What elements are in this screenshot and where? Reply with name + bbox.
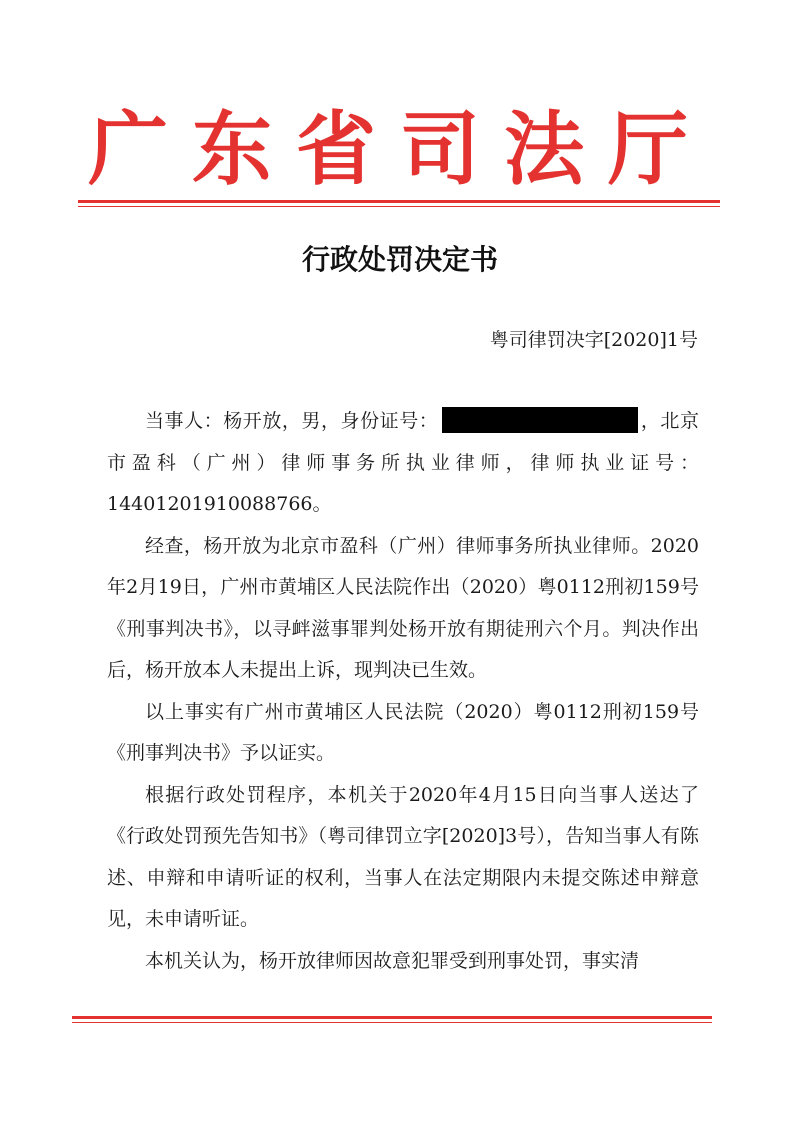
- document-body: [107, 401, 699, 982]
- paragraph-findings: 经查，杨开放为北京市盈科（广州）律师事务所执业律师。2020年2月19日，广州市黄埔区人民法院作出（2020）粤0112刑初159号《刑事判决书》，以寻衅滋事罪判处杨开放有期徒刑六个月。判决作出后，杨开放本人未提出上诉，现判决已生效。: [107, 534, 699, 681]
- letterhead-rule-thin: [78, 206, 720, 207]
- paragraph-procedure: 根据行政处罚程序，本机关于2020年4月15日向当事人送达了《行政处罚预先告知书》（粤司律罚立字[2020]3号），告知当事人有陈述、申辩和申请听证的权利，当事人在法定期限内未提交陈述申辩意见，未申请听证。: [107, 783, 699, 930]
- party-info-rest: ，北京市盈科（广州）律师事务所执业律师，律师执业证号：14401201910088766。: [107, 410, 699, 515]
- letterhead-org-name: 广东省司法厅: [88, 103, 712, 196]
- letterhead-rule-thick: [78, 200, 720, 203]
- paragraph-evidence: 以上事实有广州市黄埔区人民法院（2020）粤0112刑初159号《刑事判决书》予以证实。: [107, 700, 699, 764]
- paragraph-party: [107, 401, 699, 526]
- paragraph-opinion: 本机关认为，杨开放律师因故意犯罪受到刑事处罚，事实清: [145, 949, 640, 972]
- footer-rule-thick: [72, 1016, 712, 1019]
- document-title: 行政处罚决定书: [301, 243, 498, 276]
- document-number: 粤司律罚决字[2020]1号: [489, 329, 698, 351]
- id-number-redaction: [442, 407, 638, 433]
- party-info-lead: 当事人：杨开放，男，身份证号：: [145, 410, 439, 432]
- footer-rule-thin: [72, 1022, 712, 1023]
